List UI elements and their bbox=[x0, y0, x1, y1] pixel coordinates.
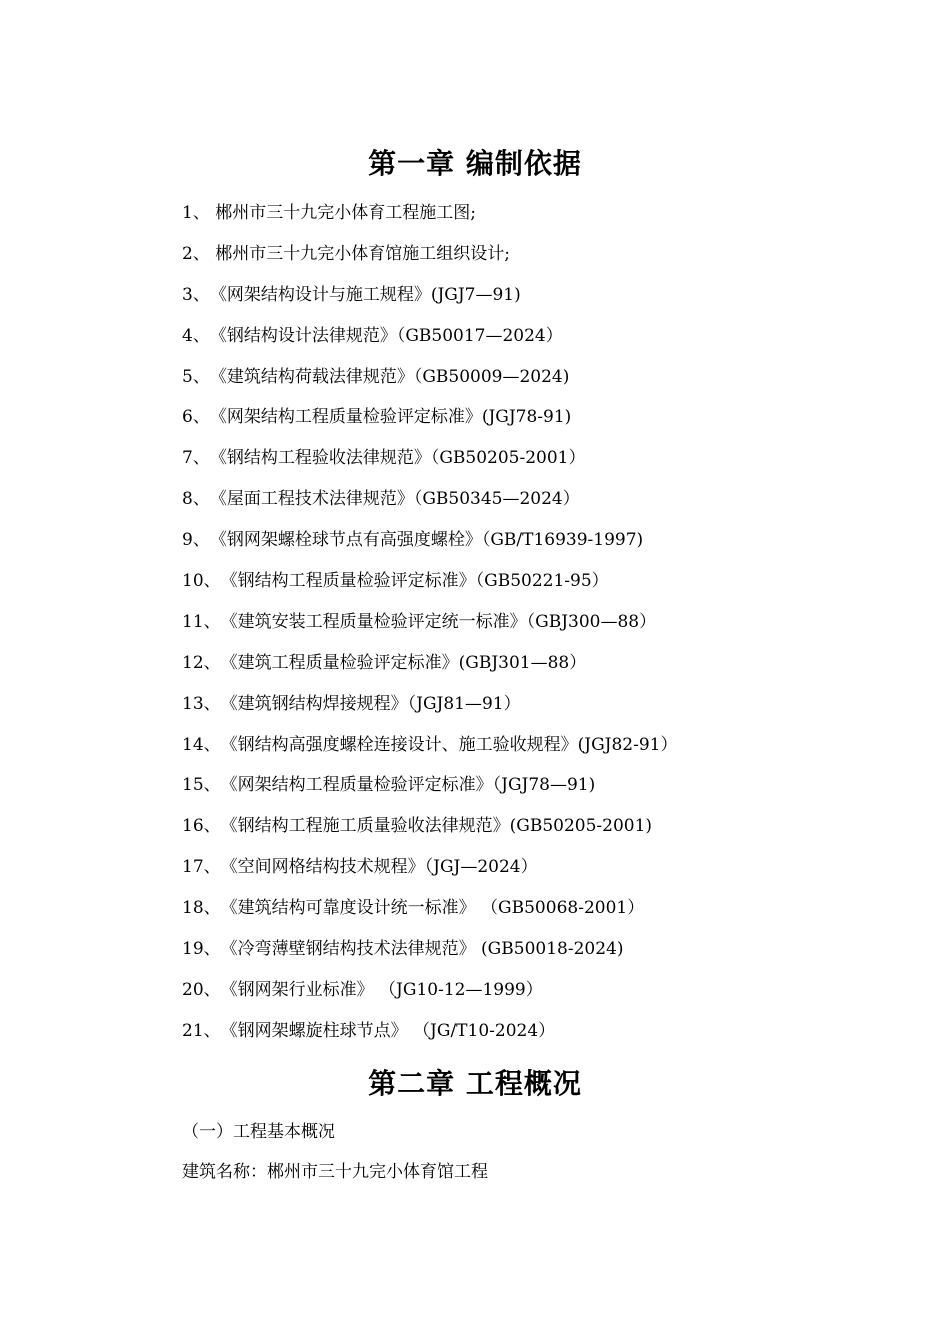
reference-item bbox=[182, 524, 678, 565]
reference-text: 《钢结构工程质量检验评定标准》（GB50221-95） bbox=[220, 571, 609, 592]
reference-item bbox=[182, 483, 678, 524]
reference-item bbox=[182, 933, 678, 974]
reference-item bbox=[182, 769, 678, 810]
reference-item bbox=[182, 442, 678, 483]
reference-item bbox=[182, 401, 678, 442]
reference-text: 郴州市三十九完小体育工程施工图; bbox=[209, 203, 476, 223]
reference-number: 3、 bbox=[182, 284, 210, 305]
reference-number: 8、 bbox=[182, 489, 210, 510]
reference-item bbox=[182, 974, 678, 1015]
chapter-1-title: 第一章 编制依据 bbox=[368, 147, 582, 180]
reference-number: 2、 bbox=[182, 243, 210, 264]
reference-item bbox=[182, 606, 678, 647]
reference-text: 《网架结构工程质量检验评定标准》（JGJ78—91) bbox=[220, 775, 596, 796]
reference-number: 14、 bbox=[182, 734, 221, 755]
reference-item bbox=[182, 688, 678, 729]
reference-number: 21、 bbox=[182, 1020, 221, 1041]
reference-item bbox=[182, 565, 678, 606]
reference-text: 《屋面工程技术法律规范》（GB50345—2024） bbox=[209, 489, 580, 510]
reference-number: 20、 bbox=[182, 979, 221, 1000]
reference-number: 19、 bbox=[182, 939, 221, 960]
reference-item bbox=[182, 197, 678, 238]
reference-number: 6、 bbox=[182, 407, 210, 428]
reference-text: 《冷弯薄壁钢结构技术法律规范》 (GB50018-2024) bbox=[220, 939, 624, 960]
reference-number: 11、 bbox=[182, 611, 221, 632]
reference-item bbox=[182, 729, 678, 770]
reference-text: 《建筑钢结构焊接规程》（JGJ81—91） bbox=[220, 693, 521, 714]
reference-text: 《钢结构工程施工质量验收法律规范》(GB50205-2001) bbox=[220, 816, 653, 837]
reference-text: 《钢结构工程验收法律规范》（GB50205-2001） bbox=[209, 448, 586, 469]
reference-item bbox=[182, 279, 678, 320]
chapter-2-title: 第二章 工程概况 bbox=[368, 1067, 582, 1100]
reference-item bbox=[182, 810, 678, 851]
reference-item bbox=[182, 1015, 678, 1056]
reference-text: 《钢结构高强度螺栓连接设计、施工验收规程》(JGJ82-91） bbox=[220, 734, 678, 755]
reference-text: 《网架结构工程质量检验评定标准》(JGJ78-91) bbox=[209, 407, 572, 428]
reference-list bbox=[182, 197, 678, 1056]
reference-number: 1、 bbox=[182, 203, 210, 223]
reference-number: 10、 bbox=[182, 571, 221, 592]
reference-text: 《建筑结构荷载法律规范》（GB50009—2024) bbox=[209, 366, 570, 387]
reference-text: 《网架结构设计与施工规程》(JGJ7—91) bbox=[209, 284, 521, 305]
reference-item bbox=[182, 320, 678, 361]
reference-number: 5、 bbox=[182, 366, 210, 387]
reference-number: 12、 bbox=[182, 652, 221, 673]
section-heading-basic-overview: （一）工程基本概况 bbox=[182, 1122, 335, 1142]
reference-text: 《钢网架螺栓球节点有高强度螺栓》（GB/T16939-1997) bbox=[209, 530, 644, 551]
reference-number: 4、 bbox=[182, 325, 210, 346]
reference-number: 17、 bbox=[182, 857, 221, 878]
reference-number: 18、 bbox=[182, 898, 221, 919]
reference-number: 15、 bbox=[182, 775, 221, 796]
building-name-line: 建筑名称：郴州市三十九完小体育馆工程 bbox=[182, 1162, 488, 1182]
reference-text: 《建筑工程质量检验评定标准》(GBJ301—88） bbox=[220, 652, 587, 673]
reference-text: 《建筑安装工程质量检验评定统一标准》（GBJ300—88） bbox=[220, 611, 657, 632]
reference-item bbox=[182, 892, 678, 933]
reference-text: 《空间网格结构技术规程》（JGJ—2024） bbox=[220, 857, 538, 878]
reference-item bbox=[182, 647, 678, 688]
reference-text: 郴州市三十九完小体育馆施工组织设计; bbox=[209, 243, 510, 264]
reference-text: 《建筑结构可靠度设计统一标准》 （GB50068-2001） bbox=[220, 898, 645, 919]
reference-item bbox=[182, 851, 678, 892]
reference-number: 9、 bbox=[182, 530, 210, 551]
reference-number: 13、 bbox=[182, 693, 221, 714]
reference-number: 16、 bbox=[182, 816, 221, 837]
reference-number: 7、 bbox=[182, 448, 210, 469]
reference-text: 《钢结构设计法律规范》（GB50017—2024） bbox=[209, 325, 563, 346]
reference-item bbox=[182, 361, 678, 402]
reference-item bbox=[182, 238, 678, 279]
reference-text: 《钢网架行业标准》 （JG10-12—1999） bbox=[220, 979, 543, 1000]
reference-text: 《钢网架螺旋柱球节点》 （JG/T10-2024） bbox=[220, 1020, 556, 1041]
